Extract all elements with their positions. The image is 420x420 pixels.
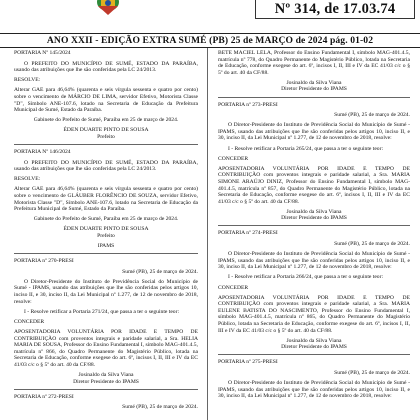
signature-name: ÉDEN DUARTE PINTO DE SOUSA [63,226,149,233]
signature-name: Josinaldo da Silva Viana [286,79,342,86]
signature-role: Diretor Presidente do IPAMS [73,378,139,385]
signature-role: Diretor Presidente do IPAMS [281,215,347,222]
portaria-place: Gabinete do Prefeito de Sumé, Paraíba em 25 de março de 2024. [33,216,179,223]
portaria-header: PORTARIA nº 273-PRESI [218,101,278,108]
signature-role: Diretor Presidente do IPAMS [281,344,347,351]
edition-line: ANO XXII - EDIÇÃO EXTRA SUMÉ (PB) 25 de MARÇO de 2024 pág. 01-02 [0,33,420,48]
portaria-date: Sumé (PB), 25 de março de 2024. [122,404,198,411]
resolve-label: RESOLVE: [14,77,41,84]
portaria-item: I - Resolve retificar a Portaria 271/24, que passa a ter o seguinte teor: [24,308,180,315]
portaria-text: Alterar GAE para 46,64% (quarenta e seis vírgula sessenta e quatro por cento) sobre o vencimento de MÁRCIO DE LIMA, servidor Efetivo, Motorista Classe "D", Símbolo ANE-107.6, lotado na Secretaria de Educação da Prefeitura Municipal de Sumé, Estado da Paraíba. [14,87,198,114]
org-label: IPAMS [97,243,115,250]
portaria-header: PORTARIA nº 275-PRESI [218,359,278,366]
portaria-text: Alterar GAE para 46,64% (quarenta e seis vírgula sessenta e quatro por cento) sobre o vencimento de GLÁUBER FLORÊNCIO DE SOUZA, servidor Efetivo, Motorista Classe "D", Símbolo ANE-107.6, lotado na Secretaria de Educação da Prefeitura Municipal de Sumé, Estado da Paraíba. [14,186,198,213]
signature-name: Josinaldo da Silva Viana [78,371,134,378]
portaria-body: O Diretor-Presidente do Instituto de Previdência Social do Município de Sumé - IPAMS, usando das atribuições que lhe são conferidas pelos artigos 10, inciso II, e 30, inciso II, da Lei Municipal nº 1.277, de 12 de novembro de 2018, resolve: [218,122,410,142]
column-divider [207,48,208,420]
signature-role: Prefeito [97,133,115,140]
portaria-header: PORTARIA nº 270-PRESI [14,258,74,265]
portaria-text: APOSENTADORIA VOLUNTÁRIA POR IDADE E TEMPO DE CONTRIBUIÇÃO com proventos integrais e paridade salarial, a Sra. HELIA MARIA DE SOUSA, Professor do Ensino Fundamental I, símbolo MAG-401.4.5, matrícula nº 866, do Quadro Permanente do Magistério Público, lotada na Secretaria de Educação, conforme exegese do art. 6º, incisos I, II, III e IV da EC 41/03 c/c o § 5º do art. 40 da CF/88. [14,328,198,368]
signature-name: Josinaldo da Silva Viana [286,337,342,344]
resolve-label: RESOLVE: [14,176,41,183]
portaria-body: O Diretor-Presidente do Instituto de Previdência Social do Município de Sumé - IPAMS, usando das atribuições que lhe são conferidas pelos artigos 10, inciso II, e 30, inciso II, da Lei Municipal nº 1.277, de 12 de novembro de 2018, resolve: [218,251,410,271]
left-column [14,50,198,420]
right-column [218,50,410,420]
section-rule [218,97,410,98]
portaria-date: Sumé (PB), 25 de março de 2024. [334,369,410,376]
signature-role: Diretor Presidente do IPAMS [281,86,347,93]
municipal-crest-icon [95,0,121,16]
signature-role: Prefeito [97,232,115,239]
section-rule [14,144,198,145]
portaria-body: O PREFEITO DO MUNICÍPIO DE SUMÉ, ESTADO DA PARAÍBA, usando das atribuições que lhe são conferidas pela LC 24/2013. [14,60,198,74]
law-number-box: Nº 314, de 17.03.74 [255,0,415,19]
portaria-text: BETE MACIEL LÉLA, Professor do Ensino Fundamental I, símbolo MAG-401.4.5, matrícula nº 778, do Quadro Permanente do Magistério Público, lotada na Secretaria de Educação, conforme exegese do art. 6º, incisos I, II, III e IV da EC 41/03 c/c o § 5º do art. 40 da CF/88. [218,50,410,76]
signature-name: Josinaldo da Silva Viana [286,208,342,215]
portaria-header: PORTARIA nº 274-PRESI [218,230,278,237]
portaria-date: Sumé (PB), 25 de março de 2024. [334,112,410,119]
concede-label: CONCEDER [14,318,45,325]
portaria-header: PORTARIA nº 272-PRESI [14,393,74,400]
concede-label: CONCEDER [218,155,249,162]
portaria-date: Sumé (PB), 25 de março de 2024. [122,268,198,275]
portaria-body: O Diretor-Presidente do Instituto de Previdência Social do Município de Sumé - IPAMS, usando das atribuições que lhe são conferidas pelos artigos 10, inciso II, e 30, inciso II, da Lei Municipal nº 1.277, de 12 de novembro de 2018, resolve: [218,380,410,400]
portaria-item: I - Resolve retificar a Portaria 265/24, que passa a ter o seguinte teor: [228,145,384,152]
section-rule [218,354,410,355]
signature-name: ÉDEN DUARTE PINTO DE SOUSA [63,127,149,134]
portaria-body: O Diretor-Presidente do Instituto de Previdência Social do Município de Sumé - IPAMS, usando das atribuições que lhe são conferidas pelos artigos 10, inciso II, e 30, inciso II, da Lei Municipal nº 1.277, de 12 de novembro de 2018, resolve: [14,278,198,305]
portaria-date: Sumé (PB), 25 de março de 2024. [334,241,410,248]
portaria-header: PORTARIA Nº 145/2024 [14,50,71,56]
portaria-header: PORTARIA Nº 146/2024 [14,149,71,156]
portaria-place: Gabinete do Prefeito de Sumé, Paraíba em 25 de março de 2024. [33,117,179,124]
section-rule [218,225,410,226]
concede-label: CONCEDER [218,284,249,291]
portaria-text: APOSENTADORIA VOLUNTÁRIA POR IDADE E TEMPO DE CONTRIBUIÇÃO com proventos integrais e paridade salarial, a Sra. MARIA EULENE BATISTA DO NASCIMENTO, Professor do Ensino Fundamental I, símbolo MAG-401.4.5, matrícula nº 865, do Quadro Permanente do Magistério Público, lotada na Secretaria de Educação, conforme exegese do art. 6º, incisos I, II, III e IV da EC 41/03 c/c o § 5º do art. 40 da CF/88. [218,294,410,334]
portaria-text: APOSENTADORIA VOLUNTÁRIA POR IDADE E TEMPO DE CONTRIBUIÇÃO com proventos integrais e paridade salarial, a Sra. MARIA SIMONE ARAÚJO DINIZ, Professor do Ensino Fundamental I, símbolo MAG-401.4.5, matrícula nº 857, do Quadro Permanente do Magistério Público, lotada na Secretaria de Educação, conforme exegese do art. 6º, incisos I, II, III e IV da EC 41/03 c/c o § 5º do art. 40 da CF/88. [218,165,410,205]
section-rule [14,253,198,254]
section-rule [14,389,198,390]
portaria-item: I - Resolve retificar a Portaria 266/24, que passa a ter o seguinte teor: [228,274,384,281]
portaria-body: O PREFEITO DO MUNICÍPIO DE SUMÉ, ESTADO DA PARAÍBA, usando das atribuições que lhe são conferidas pela LC 24/2013. [14,159,198,173]
